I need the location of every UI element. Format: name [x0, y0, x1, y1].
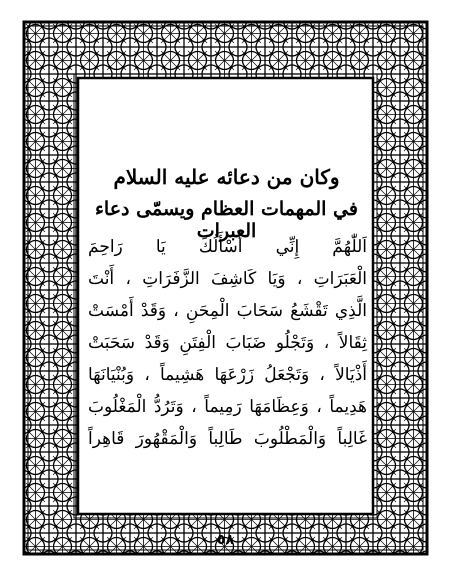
prayer-line: هَدِيماً ، وَعِظَامَهَا رَمِيماً ، وَتَرُدُّ الْمَغْلُوبَ	[88, 397, 367, 417]
prayer-line: غَالِباً وَالْمَطْلُوبَ طَالِباً وَالْمَقْهُورَ قَاهِراً	[88, 429, 367, 449]
prayer-line: الَّذِي تَقْشَعُ سَحَابَ الْمِحَنِ ، وَقَدْ أَمْسَتْ	[88, 301, 367, 321]
prayer-line: أَذْيَالاً ، وَتَجْعَلُ زَرْعَهَا هَشِيماً ، وَبُنْيَانَهَا	[88, 365, 367, 385]
prayer-line: ثِقَالاً ، وَتَجْلُو ضَبَابَ الْفِتَنِ وَقَدْ سَحَبَتْ	[88, 333, 367, 353]
prayer-line: اَللّٰهُمَّ إِنِّي أَسْأَلُكَ يَا رَاحِمَ	[88, 237, 367, 257]
prayer-line: الْعَبَرَاتِ ، وَيَا كَاشِفَ الزَّفَرَاتِ ، أَنْتَ	[88, 269, 367, 289]
prayer-title: وكان من دعائه عليه السلام	[113, 165, 340, 189]
text-block	[82, 82, 371, 512]
page-number: ٥٨	[216, 532, 235, 548]
prayer-subtitle: في المهمات العظام ويسمّى دعاء العبرات	[95, 198, 358, 242]
